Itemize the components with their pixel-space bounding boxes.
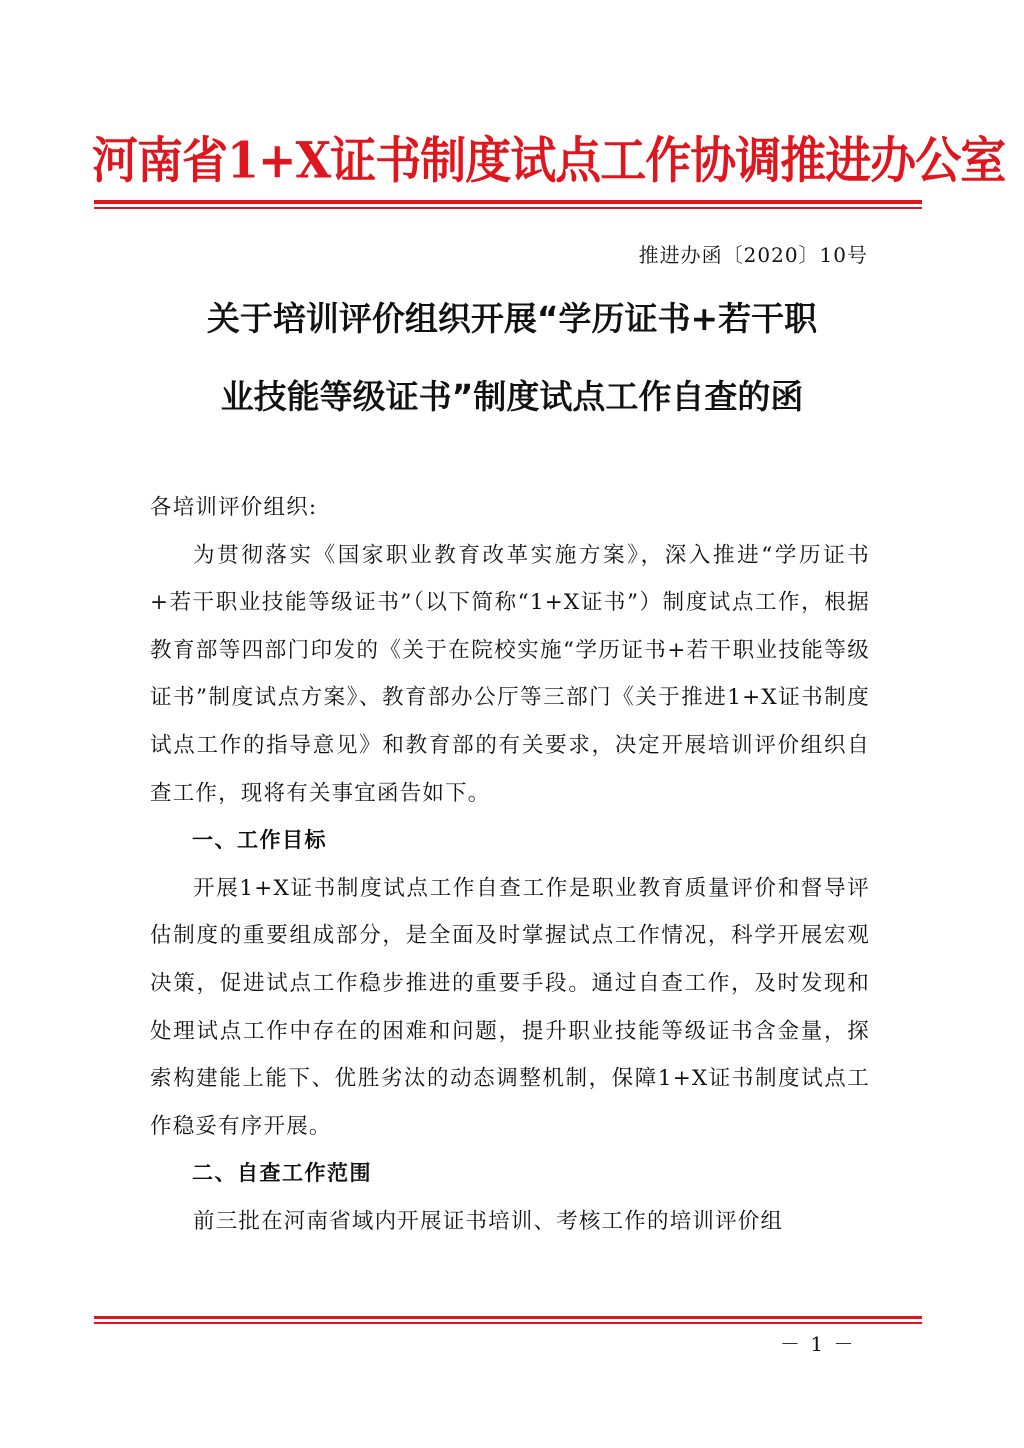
section-heading-goals: 一、工作目标: [192, 828, 327, 853]
scope-paragraph: 前三批在河南省域内开展证书培训、考核工作的培训评价组: [193, 1208, 784, 1234]
issuer-masthead: 河南省1+X证书制度试点工作协调推进办公室: [92, 130, 1006, 190]
footer-red-rule: [94, 1316, 922, 1324]
section-heading-scope: 二、自查工作范围: [192, 1161, 372, 1186]
document-number: 推进办函〔2020〕10号: [638, 243, 868, 267]
salutation: 各培训评价组织:: [150, 495, 318, 520]
letter-body: [150, 484, 870, 1246]
title-line-1: 关于培训评价组织开展“学历证书+若干职: [206, 299, 818, 338]
title-line-2: 业技能等级证书”制度试点工作自查的函: [220, 377, 804, 416]
document-title: [140, 280, 884, 436]
intro-paragraph: 为贯彻落实《国家职业教育改革实施方案》，深入推进“学历证书+若干职业技能等级证书”（以下简称“1+X证书”）制度试点工作，根据教育部等四部门印发的《关于在院校实施“学历证书+若干职业技能等级证书”制度试点方案》、教育部办公厅等三部门《关于推进1+X证书制度试点工作的指导意见》和教育部的有关要求，决定开展培训评价组织自查工作，现将有关事宜函告如下。: [150, 542, 870, 806]
page-number: － 1 －: [780, 1332, 856, 1356]
goals-paragraph: 开展1+X证书制度试点工作自查工作是职业教育质量评价和督导评估制度的重要组成部分，是全面及时掌握试点工作情况，科学开展宏观决策，促进试点工作稳步推进的重要手段。通过自查工作，及时发现和处理试点工作中存在的困难和问题，提升职业技能等级证书含金量，探索构建能上能下、优胜劣汰的动态调整机制，保障1+X证书制度试点工作稳妥有序开展。: [150, 875, 870, 1139]
header-red-rule: [94, 200, 922, 209]
